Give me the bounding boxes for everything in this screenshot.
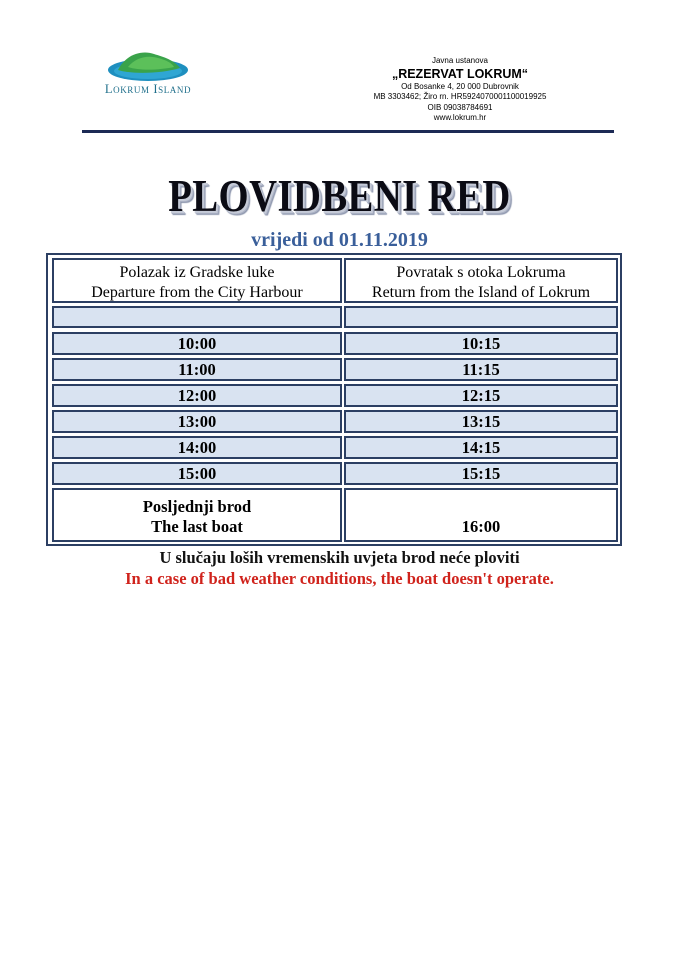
valid-from: vrijedi od 01.11.2019 xyxy=(251,229,428,251)
departure-time: 14:00 xyxy=(52,436,342,459)
header-divider xyxy=(82,130,614,133)
page-title: PLOVIDBENI RED xyxy=(168,171,511,221)
return-header-en: Return from the Island of Lokrum xyxy=(371,284,591,301)
return-header-hr: Povratak s otoka Lokruma xyxy=(396,264,566,281)
empty-cell xyxy=(52,306,342,328)
departure-time: 12:00 xyxy=(52,384,342,407)
lokrum-logo xyxy=(88,42,208,102)
organization-info xyxy=(360,56,560,124)
last-boat-en: The last boat xyxy=(151,517,243,536)
return-time: 14:15 xyxy=(344,436,618,459)
return-time: 13:15 xyxy=(344,410,618,433)
departure-header-en: Departure from the City Harbour xyxy=(91,284,303,301)
org-type: Javna ustanova xyxy=(431,56,489,65)
departure-header xyxy=(52,258,342,303)
departure-time: 13:00 xyxy=(52,410,342,433)
return-time: 12:15 xyxy=(344,384,618,407)
timetable xyxy=(46,253,622,546)
org-oib: OIB 09038784691 xyxy=(427,102,493,112)
last-boat-hr: Posljednji brod xyxy=(142,497,252,516)
departure-time: 15:00 xyxy=(52,462,342,485)
org-registry: MB 3303462; Žiro rn. HR5924070001100019925 xyxy=(373,92,547,102)
departure-time: 11:00 xyxy=(52,358,342,381)
last-boat-time: 16:00 xyxy=(344,488,618,542)
departure-time: 10:00 xyxy=(52,332,342,355)
org-name: „REZERVAT LOKRUM“ xyxy=(391,66,529,81)
weather-note-hr: U slučaju loših vremenskih uvjeta brod neće ploviti xyxy=(159,548,520,567)
return-time: 11:15 xyxy=(344,358,618,381)
return-header xyxy=(344,258,618,303)
org-address: Od Bosanke 4, 20 000 Dubrovnik xyxy=(401,81,519,91)
departure-header-hr: Polazak iz Gradske luke xyxy=(119,264,275,281)
org-website: www.lokrum.hr xyxy=(433,113,487,123)
island-icon xyxy=(104,48,192,84)
return-time: 10:15 xyxy=(344,332,618,355)
empty-cell xyxy=(344,306,618,328)
weather-note-en: In a case of bad weather conditions, the boat doesn't operate. xyxy=(125,569,554,588)
last-boat-label xyxy=(52,488,342,542)
logo-text: Lokrum Island xyxy=(104,82,192,96)
return-time: 15:15 xyxy=(344,462,618,485)
